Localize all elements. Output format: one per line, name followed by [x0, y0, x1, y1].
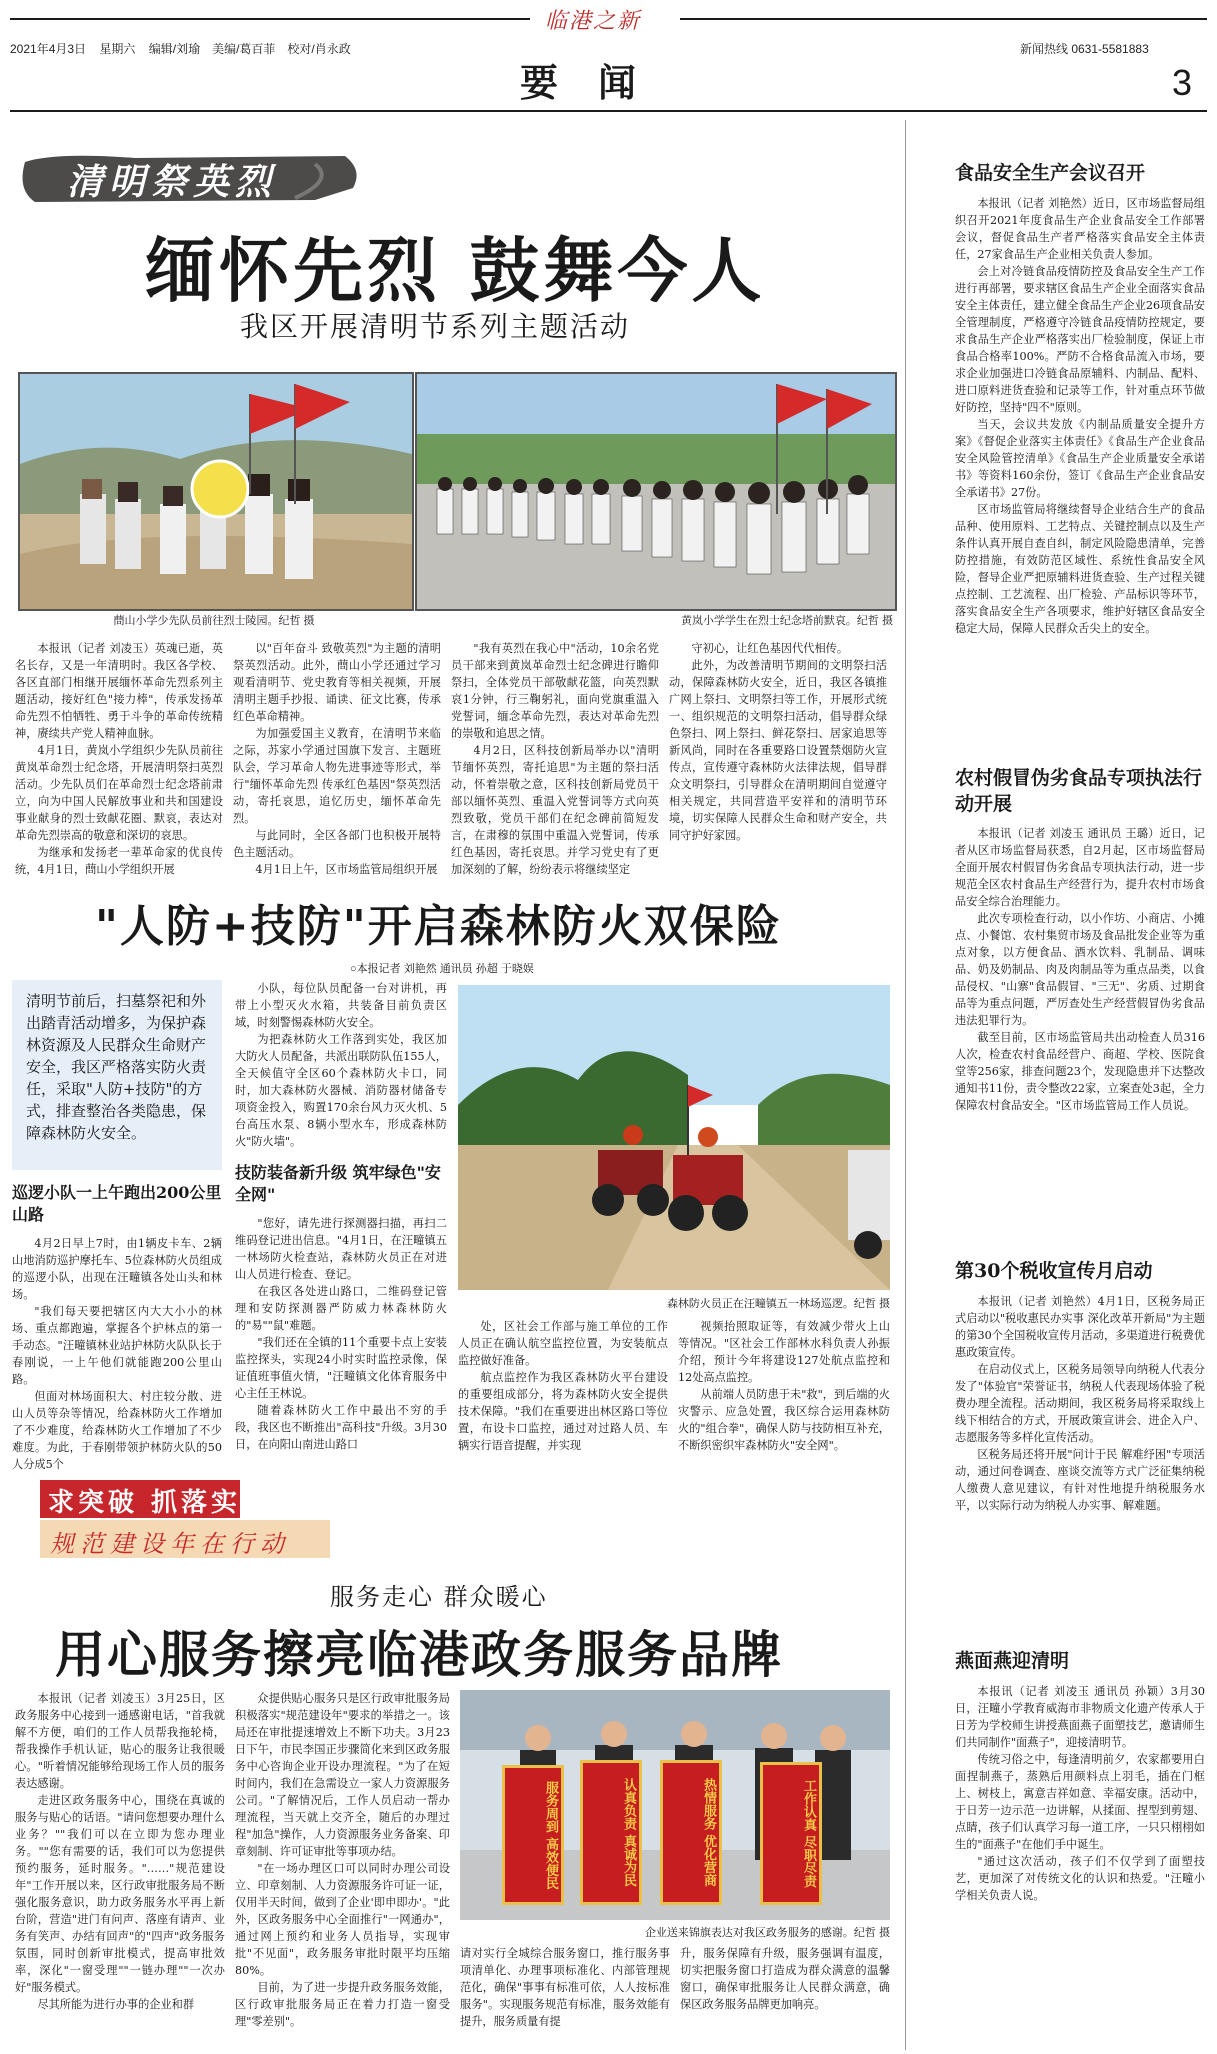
- fire-photo: [458, 985, 890, 1290]
- fire-column-3: "您好，请先进行探测器扫描，再扫二维码登记进出信息。"4月1日，在汪疃镇五一林场防火检查站，森林防火员正在对进山人员进行检查、登记。 在我区各处进山路口，二维码登记管理和安防探测器严防威力林森林防火的"易""鼠"难题。 "我们还在全镇的11个重要卡点上安装监控探头，实现24小时实时监控录像，保证值班事值火情，"汪疃镇文化体育服务中心主任王林说。 随着森林防火工作中最出不穷的手段，我区也不断推出"高科技"升级。3月30日，在向阳山南进山路口: [235, 1217, 447, 1451]
- service-photo-caption: 企业送来锦旗表达对我区政务服务的感谢。纪哲 摄: [644, 1927, 890, 1939]
- lead-photo-2-caption: 黄岚小学学生在烈士纪念塔前默哀。纪哲 摄: [680, 615, 893, 627]
- section-name: 要闻: [520, 60, 677, 105]
- banner-bottom-text: 规范建设年在行动: [50, 1530, 290, 1558]
- lead-column-1: 本报讯（记者 刘凌玉）英魂已逝，英名长存，又是一年清明时。我区各学校、各区直部门相继开展缅怀革命先烈系列主题活动，接好红色"接力棒"，传承发扬革命先烈不怕牺牲、勇于斗争的革命传统精神，赓续共产党人精神血脉。 4月1日，黄岚小学组织少先队员前往黄岚革命烈士纪念塔，开展清明祭扫英烈活动。少先队员们在革命烈士纪念塔前肃立，向为中国人民解放事业和共和国建设事业献身的烈士致献花圈、默哀，表达对革命先烈崇高的敬意和深切的哀思。 为继承和发扬老一辈革命家的优良传统，4月1日，蔄山小学组织开展: [15, 642, 223, 876]
- sidebar-item-title: 食品安全生产会议召开: [955, 162, 1146, 184]
- banner-top-text: 求突破 抓落实: [48, 1488, 242, 1518]
- service-banner: [40, 1480, 340, 1562]
- fire-column-1: 4月2日早上7时，由1辆皮卡车、2辆山地消防巡护摩托车、5位森林防火员组成的巡逻小队，出现在汪疃镇各处山头和林场。 "我们每天要把辖区内大大小小的林场、重点都跑遍，掌握各个护林点的第一手动态。"汪疃镇林业站护林防火队队长于春刚说，一上午他们就能跑200公里山路。 但面对林场面积大、村庄较分散、进山人员等杂等情况，给森林防火工作增加了不少难度，给森林防火工作增加了不少难度。为此，于春刚带领护林防火队的50人分成5个: [12, 1237, 222, 1471]
- fire-column-2: 小队，每位队员配备一台对讲机，再带上小型灭火水箱，共装备目前负责区域，时刻警惕森林防火安全。 为把森林防火工作落到实处，我区加大防火人员配备，共派出联防队伍155人，全天候值守全区60个森林防火卡口，同时，加大森林防火器械、消防器材储备专项资金投入，购置170余台风力灭火机、5台高压水泵、8辆小型水车，形成森林防火"防火墙"。: [235, 982, 447, 1148]
- service-title: 用心服务擦亮临港政务服务品牌: [55, 1625, 783, 1684]
- pennant-3: 热情服务 优化营商: [660, 1760, 722, 1905]
- service-photo: [460, 1690, 890, 1920]
- sidebar-divider: [905, 120, 906, 2050]
- date: 2021年4月3日: [10, 42, 87, 56]
- lead-photo-1-caption: 蔄山小学少先队员前往烈士陵园。纪哲 摄: [113, 615, 315, 627]
- newspaper-logo: 临港之新: [545, 9, 642, 34]
- lead-column-3: "我有英烈在我心中"活动，10余名党员干部来到黄岚革命烈士纪念碑进行瞻仰祭扫，全体党员干部敬献花篮，向英烈默哀1分钟，行三鞠躬礼，面向党旗重温入党誓词，缅念革命先烈，表达对革命先烈的崇敬和追思之情。 4月2日，区科技创新局举办以"清明节缅怀英烈，寄托追思"为主题的祭扫活动，怀着崇敬之意，区科技创新局党员干部以缅怀英烈、重温入党誓词等方式向英烈致敬，党员干部们在纪念碑前简短发言，在肃穆的氛围中重温入党誓词，传承红色基因，寄托哀思。并学习党史有了更加深刻的了解，纷纷表示将继续坚定: [451, 642, 659, 876]
- page-number: 3: [1172, 62, 1193, 103]
- masthead: [0, 0, 1217, 34]
- photo-ceremony-hillside: [20, 374, 412, 609]
- sidebar-item-title: 燕面燕迎清明: [955, 1650, 1070, 1672]
- service-column-2: 众提供贴心服务只是区行政审批服务局积极落实"规范建设年"要求的举措之一。该局还在审批提速增效上不断下功夫。3月23日下午，市民李国正步骤简化来到区政务服务中心咨询企业开设办理流程。"为了在短时间内，我们在急需设立一家人力资源服务公司。"了解情况后，工作人员启动一帮办理流程，当天就上交齐全，随后的办理过程"加急"操作，人力资源服务业务备案、印章刻制、许可证审批等事项办结。 "在一场办理区口可以同时办理公司设立、印章刻制、人力资源服务许可证一证，仅用半天时间，做到了企业'即申即办'。"此外，区政务服务中心全面推行"一网通办"，通过网上预约和业务人员指导，实现审批"不见面"，政务服务审批时限平均压缩80%。 目前，为了进一步提升政务服务效能，区行政审批服务局正在着力打造一窗受理"零差别"。: [235, 1692, 450, 2028]
- fire-byline: ○本报记者 刘艳然 通讯员 孙超 于晓娱: [350, 963, 534, 975]
- fire-photo-caption: 森林防火员正在汪疃镇五一林场巡逻。纪哲 摄: [666, 1298, 890, 1310]
- service-column-4: 升，服务保障有升级，服务强调有温度，切实把服务窗口打造成为群众满意的温馨窗口，确保审批服务让人民群众满意，确保区政务服务品牌更加响亮。: [680, 1947, 890, 2011]
- lead-photo-2: [415, 372, 897, 611]
- lead-title: 缅怀先烈 鼓舞今人: [145, 229, 766, 312]
- lead-subtitle: 我区开展清明节系列主题活动: [240, 310, 631, 343]
- fire-column-4: 处，区社会工作部与施工单位的工作人员正在确认航空监控位置，为安装航点监控做好准备。 航点监控作为我区森林防火平台建设的重要组成部分，将为森林防火安全提供技术保障。"我们在重要进出林区路口等位置，布设卡口监控，通过对过路人员、车辆实行语音提醒，并实现: [458, 1320, 668, 1452]
- fire-subhead-2: 技防装备新升级 筑牢绿色"安全网": [235, 1163, 441, 1204]
- service-column-1: 本报讯（记者 刘凌玉）3月25日，区政务服务中心接到一通感谢电话，"首我就解不方便，咱们的工作人员帮我拖轮椅，帮我操作手机认证，贴心的服务让我很暖心。"听着情况能够给现场工作人员的服务表达感谢。 走进区政务服务中心，围绕在真诚的服务与贴心的话语。"请问您想要办理什么业务？""我们可以在立即为您办理业务。""您有需要的话，我们可以为您提供预约服务，延时服务。"……"规范建设年"工作开展以来，区行政审批服务局不断强化服务意识，助力政务服务水平再上新台阶，营造"进门有问声、落座有请声、业务有笑声、办结有回声"的"四声"政务服务氛围，同时创新审批模式，提高审批效率，深化"一窗受理""一链办理""一次办好"服务模式。 尽其所能为进行办事的企业和群: [15, 1692, 225, 2011]
- lead-banner: [15, 150, 365, 205]
- lead-photo-1: [18, 372, 414, 611]
- lead-column-2: 以"百年奋斗 致敬英烈"为主题的清明祭英烈活动。此外，蔄山小学还通过学习观看清明节、党史教育等相关视频，开展清明主题手抄报、诵读、征文比赛，传承红色革命精神。 为加强爱国主义教育，在清明节来临之际，苏家小学通过国旗下发言、主题班队会，学习革命人物先进事迹等形式，举行"缅怀革命先烈 传承红色基因"祭英烈活动，寄托哀思，追忆历史，缅怀革命先烈。 与此同时，全区各部门也积极开展特色主题活动。 4月1日上午，区市场监管局组织开展: [233, 642, 441, 876]
- lead-column-4: 守初心，让红色基因代代相传。 此外，为改善清明节期间的文明祭扫活动，保障森林防火安全，近日，我区各镇推广网上祭扫、文明祭扫等工作，开展形式统一、组织规范的文明祭扫活动，倡导群众绿色祭扫、网上祭扫、鲜花祭扫、居家追思等新风尚，同时在各重要路口设置禁烟防火宣传点，宣传遵守森林防火法律法规，倡导群众文明祭扫，引导群众在清明期间自觉遵守相关规定，共同营造平安祥和的清明节环境，切实保障人民群众生命和财产安全，共同守护好家园。: [669, 642, 887, 842]
- photo-patrol-vehicles: [458, 985, 890, 1290]
- masthead-bottom-rule: [10, 110, 1207, 112]
- fire-column-5: 视频抬照取证等，有效减少带火上山等情况。"区社会工作部林水科负责人孙振介绍，预计今年将建设127处航点监控和12处高点监控。 从前端人员防患于未"救"，到后端的火灾警示、应急处置，我区综合运用森林防火的"组合拳"，确保人防与技防相互补充，不断织密织牢森林防火"安全网"。: [678, 1320, 890, 1452]
- pennant-2: 认真负责 真诚为民: [580, 1760, 642, 1905]
- sidebar-item-body: 本报讯（记者 刘凌玉 通讯员 王璐）近日，记者从区市场监督局获悉，自2月起，区市场监督局全面开展农村假冒伪劣食品专项执法行动，进一步规范全区农村食品生产经营行为，提升农村市场食品安全综合治理能力。 此次专项检查行动，以小作坊、小商店、小摊点、小餐馆、农村集贸市场及食品批发企业等为重点对象，以方便食品、酒水饮料、乳制品、调味品、奶及奶制品、肉及肉制品等为重点品类，以食品侵权、"山寨"食品假冒、"三无"、劣质、过期食品等为重点问题，严厉查处生产经营假冒伪劣食品违法犯罪行为。 截至目前，区市场监管局共出动检查人员316人次，检查农村食品经营户、商超、学校、医院食堂等256家，排查问题23个，发现隐患并下达整改通知书11份，责令整改22家，立案查处3起，全力保障农村食品安全。"区市场监管局工作人员说。: [955, 827, 1205, 1112]
- service-column-3: 请对实行全城综合服务窗口，推行服务事项清单化、办理事项标准化、内部管理规范化，确保"事事有标准可依，人人按标准服务"。实现服务规范有标准，服务效能有提升，服务质量有提: [460, 1947, 670, 2028]
- service-kicker: 服务走心 群众暖心: [330, 1583, 548, 1611]
- photo-students-monument: [417, 374, 895, 609]
- sidebar-item-body: 本报讯（记者 刘艳然）4月1日，区税务局正式启动以"税收惠民办实事 深化改革开新局"为主题的第30个全国税收宣传月活动，多渠道进行税费优惠政策宣传。 在启动仪式上，区税务局领导向纳税人代表分发了"体验官"荣誉证书，纳税人代表现场体验了税费办理全流程。活动期间，我区税务局将采取线上线下相结合的方式，开展政策宣讲会、进企入户、志愿服务等多样化宣传活动。 区税务局还将开展"问计于民 解难纾困"专项活动，通过问卷调查、座谈交流等方式广泛征集纳税人缴费人意见建议，有针对性地提升纳税服务水平，以实际行动为纳税人办实事、解难题。: [955, 1295, 1205, 1512]
- pennant-1: 服务周到 高效便民: [502, 1765, 564, 1905]
- weekday: 星期六: [99, 42, 136, 56]
- fire-subhead-1: 巡逻小队一上午跑出200公里山路: [12, 1183, 222, 1224]
- pennant-4: 工作认真 尽职尽责: [760, 1762, 822, 1905]
- sidebar-item-body: 本报讯（记者 刘凌玉 通讯员 孙颖）3月30日，汪疃小学教育威海市非物质文化遗产传承人于日芳为学校师生讲授燕面燕子面塑技艺，邀请师生们共同制作"面燕子"，迎接清明节。 传统习俗之中，每逢清明前夕，农家都要用白面捏制燕子，蒸熟后用颜料点上羽毛，插在门框上、树枝上，寓意吉祥如意、幸福安康。活动中，于日芳一边示范一边讲解，从揉面、捏型到剪翅、点睛，孩子们认真学习每一道工序，一只只栩栩如生的"面燕子"在他们手中诞生。 "通过这次活动，孩子们不仅学到了面塑技艺，更加深了对传统文化的认识和热爱。"汪疃小学相关负责人说。: [955, 1685, 1205, 1902]
- editors: 编辑/刘瑜 美编/葛百菲 校对/肖永政: [148, 42, 351, 56]
- sidebar-item-title: 农村假冒伪劣食品专项执法行动开展: [955, 767, 1203, 815]
- fire-lede: 清明节前后，扫墓祭祀和外出踏青活动增多，为保护森林资源及人民群众生命财产安全，我区严格落实防火责任，采取"人防+技防"的方式，排查整治各类隐患，保障森林防火安全。: [12, 980, 222, 1170]
- masthead-rule-left: [10, 18, 530, 20]
- hotline: 新闻热线 0631-5581883: [1020, 42, 1149, 56]
- sidebar-item-body: 本报讯（记者 刘艳然）近日，区市场监督局组织召开2021年度食品生产企业食品安全工作部署会议，督促食品生产者严格落实食品安全主体责任，27家食品生产企业相关负责人参加。 会上对冷链食品疫情防控及食品安全生产工作进行再部署，要求辖区食品生产企业全面落实食品安全主体责任，建立健全食品生产企业26项食品安全管理制度，严格遵守冷链食品疫情防控规定，要求食品生产企业严格落实出厂检验制度，保证上市食品合格率100%。严防不合格食品流入市场，要求企业加强进口冷链食品原辅料、内制品、配料、进口原料进货查验和记录等工作，针对重点环节做好防控，坚持"四不"原则。 当天，会议共发放《内制品质量安全提升方案》《督促企业落实主体责任》《食品生产企业食品安全风险管控清单》《食品生产企业质量安全承诺书》等资料160余份，签订《食品生产企业食品安全承诺书》27份。 区市场监管局将继续督导企业结合生产的食品品种、使用原料、工艺特点、关键控制点以及生产条件认真开展自查自纠，制定风险隐患清单，完善防控措施，有效防范区域性、系统性食品安全风险，督导企业严把原辅料进货查验、生产过程关键点控制、工艺流程、出厂检验、产品标识等环节，落实食品安全生产各项要求，维护好辖区食品安全稳定大局，保障人民群众舌尖上的安全。: [955, 197, 1205, 635]
- banner-text: 清明祭英烈: [67, 161, 278, 203]
- masthead-rule-right: [680, 18, 1207, 20]
- date-line: [10, 40, 351, 57]
- fire-title: "人防+技防"开启森林防火双保险: [95, 901, 782, 952]
- sidebar-item-title: 第30个税收宣传月启动: [955, 1260, 1153, 1282]
